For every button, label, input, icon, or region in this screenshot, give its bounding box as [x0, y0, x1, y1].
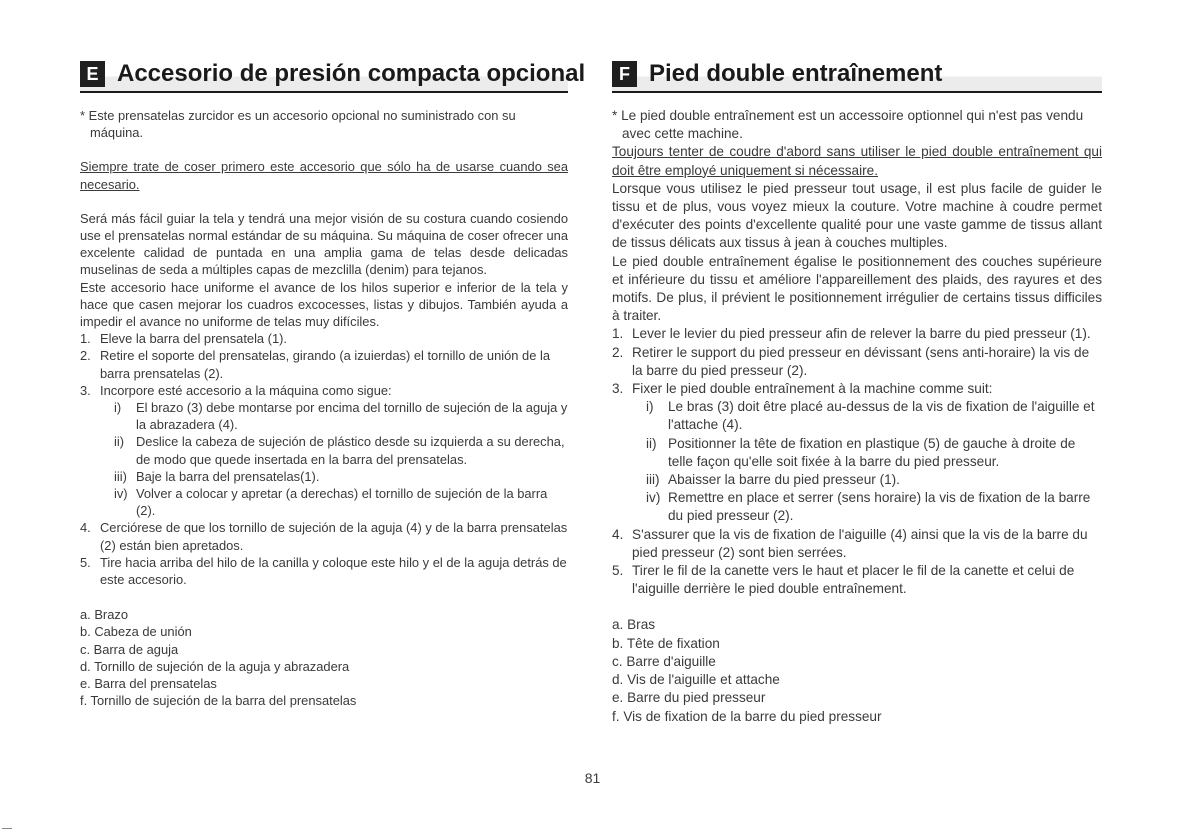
- substep-i-es: i) El brazo (3) debe montarse por encima del tornillo de sujeción de la aguja y la abrazadera (4).: [114, 400, 568, 433]
- scan-mark: [2, 828, 12, 829]
- legend-item-c-es: c. Barra de aguja: [80, 641, 179, 657]
- legend-item-d-es: d. Tornillo de sujeción de la aguja y abrazadera: [80, 658, 350, 674]
- optional-note-es: * Este prensatelas zurcidor es un accesorio opcional no suministrado con su máquina.: [80, 108, 516, 141]
- spanish-column: [80, 55, 586, 710]
- optional-note-fr: * Le pied double entraînement est un accessoire optionnel qui n'est pas vendu avec cette machine.: [612, 108, 1084, 142]
- step-5-fr: 5. Tirer le fil de la canette vers le haut et placer le fil de la canette et celui de l'aiguille derrière le pied double entraînement.: [612, 563, 1075, 597]
- substep-ii-fr: ii) Positionner la tête de fixation en plastique (5) de gauche à droite de telle façon qu'elle soit fixée à la barre du pied presseur.: [646, 435, 1076, 469]
- paragraph-1-fr: Lorsque vous utilisez le pied presseur tout usage, il est plus facile de guider le tissu et de plus, vous voyez mieux la couture. Votre machine à coudre permet d'exécuter des points d'excellente qualité pour une vaste gamme de tissus allant de tissus délicats aux tissus à jean à couches multiples.: [612, 180, 1102, 251]
- french-column: [612, 55, 1102, 726]
- language-badge-es: E: [80, 61, 105, 87]
- step-2-fr: 2. Retirer le support du pied presseur en dévissant (sens anti-horaire) la vis de la barre du pied presseur (2).: [612, 344, 1090, 378]
- paragraph-2-fr: Le pied double entraînement égalise le positionnement des couches supérieure et inférieure du tissu et améliore l'appareillement des plaids, des rayures et des motifs. De plus, il prévient le positionnement irrégulier de certains tissus difficiles à traiter.: [612, 253, 1102, 324]
- legend-fr: [612, 616, 1102, 725]
- legend-item-e-es: e. Barra del prensatelas: [80, 676, 217, 692]
- legend-item-f-fr: f. Vis de fixation de la barre du pied presseur: [612, 708, 882, 724]
- legend-item-d-fr: d. Vis de l'aiguille et attache: [612, 672, 780, 688]
- section-title-es: Accesorio de presión compacta opcional: [117, 60, 586, 87]
- substep-iii-es: iii) Baje la barra del prensatelas(1).: [114, 468, 320, 484]
- substep-iv-fr: iv) Remettre en place et serrer (sens horaire) la vis de fixation de la barre du pied presseur (2).: [646, 490, 1091, 524]
- legend-item-b-fr: b. Tête de fixation: [612, 635, 720, 651]
- legend-item-b-es: b. Cabeza de unión: [80, 624, 192, 640]
- step-4-fr: 4. S'assurer que la vis de fixation de l'aiguille (4) ainsi que la vis de la barre du pied presseur (2) sont bien serrées.: [612, 526, 1088, 560]
- step-5-es: 5. Tire hacia arriba del hilo de la canilla y coloque este hilo y el de la aguja detrás de este accesorio.: [80, 554, 567, 588]
- substep-iv-es: iv) Volver a colocar y apretar (a derechas) el tornillo de sujeción de la barra (2).: [114, 486, 548, 519]
- step-2-es: 2. Retire el soporte del prensatelas, girando (a izuierdas) el tornillo de unión de la barra prensatelas (2).: [80, 348, 551, 381]
- paragraph-2-es: Este accesorio hace uniforme el avance de los hilos superior e inferior de la tela y hace que casen mejorar los cuadros excocesses, listas y dibujos. También ayuda a impedir el avance no uniforme de telas muy difíciles.: [80, 279, 568, 330]
- substep-iii-fr: iii) Abaisser la barre du pied presseur (1).: [646, 472, 900, 488]
- page-number: 81: [584, 770, 601, 786]
- step-3-es: 3. Incorpore esté accesorio a la máquina como sigue: i) El brazo (3) debe montarse por encima del tornillo de sujeción de la aguja y la abrazadera (4). ii) Deslice la cabeza de sujeción de plástico desde su izquierda a su derecha, de modo que quede insertada en la barra del prensatelas. iii) Baje la barra del prensatelas(1). iv) Volver a colocar y apretar (a derechas) el tornillo de sujeción de la barra (2).: [80, 382, 568, 519]
- section-title-fr: Pied double entraînement: [649, 60, 943, 87]
- step-1-es: 1. Eleve la barra del prensatela (1).: [80, 331, 288, 347]
- paragraph-1-es: Será más fácil guiar la tela y tendrá una mejor visión de su costura cuando cosiendo use el prensatelas normal estándar de su máquina. Su máquina de coser ofrecer una excelente calidad de puntada en una amplia gama de telas desde delicadas muselinas de seda a múltiples capas de mezclilla (denim) para tejanos.: [80, 210, 568, 278]
- warning-fr: Toujours tenter de coudre d'abord sans utiliser le pied double entraînement qui doit être employé uniquement si nécessaire.: [612, 144, 1102, 178]
- legend-es: [80, 606, 568, 709]
- steps-list-es: [80, 330, 568, 588]
- substep-ii-es: ii) Deslice la cabeza de sujeción de plástico desde su izquierda a su derecha, de modo que quede insertada en la barra del prensatelas.: [114, 434, 565, 467]
- steps-list-fr: [612, 325, 1102, 598]
- legend-item-c-fr: c. Barre d'aiguille: [612, 653, 716, 669]
- legend-item-a-fr: a. Bras: [612, 617, 656, 633]
- section-header-fr: [612, 55, 1102, 93]
- legend-item-a-es: a. Brazo: [80, 607, 129, 623]
- substeps-list-es: [100, 399, 568, 519]
- legend-item-e-fr: e. Barre du pied presseur: [612, 690, 766, 706]
- substep-i-fr: i) Le bras (3) doit être placé au-dessus de la vis de fixation de l'aiguille et l'attache (4).: [646, 399, 1095, 433]
- language-badge-fr: F: [612, 61, 637, 87]
- step-4-es: 4. Cerciórese de que los tornillo de sujeción de la aguja (4) y de la barra prensatelas (2) están bien apretados.: [80, 520, 568, 553]
- step-3-fr: 3. Fixer le pied double entraînement à la machine comme suit: i) Le bras (3) doit être placé au-dessus de la vis de fixation de l'aiguille et l'attache (4). ii) Positionner la tête de fixation en plastique (5) de gauche à droite de telle façon qu'elle soit fixée à la barre du pied presseur. iii) Abaisser la barre du pied presseur (1). iv) Remettre en place et serrer (sens horaire) la vis de fixation de la barre du pied presseur (2).: [612, 380, 1102, 526]
- warning-es: Siempre trate de coser primero este accesorio que sólo ha de usarse cuando sea necesario.: [80, 159, 568, 192]
- step-1-fr: 1. Lever le levier du pied presseur afin de relever la barre du pied presseur (1).: [612, 326, 1091, 342]
- legend-item-f-es: f. Tornillo de sujeción de la barra del prensatelas: [80, 693, 357, 709]
- substeps-list-fr: [632, 398, 1102, 525]
- section-header-es: [80, 55, 586, 93]
